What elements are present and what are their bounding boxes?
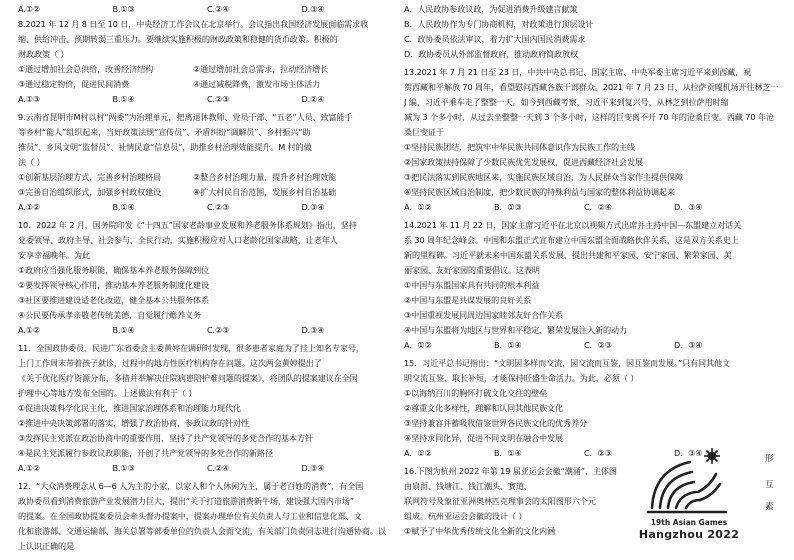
text-line: J 编，习近平乘车走了整整一天。如今到西藏考察，习近平来到复兴号，从林芝到拉萨用时缩	[404, 97, 729, 107]
statement: ②通过增加社会总需求，拉动经济增长	[193, 64, 329, 74]
text-line: ①中国与东盟国家具有共同的根本利益	[404, 280, 540, 290]
text-line: 联网符号及象征亚洲奥林匹克理事会的太阳图形六个元	[404, 496, 596, 506]
answer-options	[18, 461, 396, 476]
statement-pair	[18, 77, 396, 92]
text-line: 13.2021 年 7 月 21 日至 23 日，中共中央总书记、国家主席、中央军委主席习近平来到西藏，祝	[404, 67, 752, 77]
side-char-3: 素	[765, 502, 774, 512]
answer-option: D.③④	[301, 325, 325, 335]
answer-option: D.③④	[301, 463, 325, 473]
answer-options	[18, 92, 396, 107]
text-line: 9.云南省昆明市M村以村“两委”为治理单元，把离退休教师、党员干部、“五老”人员、致富能手	[18, 112, 353, 122]
statement-pair	[18, 170, 396, 185]
answer-option: A．①②	[404, 202, 432, 212]
text-line: 护理中心等地方发布全国的。上述做法有利于（ ）	[18, 388, 197, 398]
text-line: 上门工作周末带着孩子就诊，过程中的地方性医疗机构存在问题。这次两会黄婷提出了	[18, 358, 322, 368]
text-line: 系 30 周年纪念峰会。中国和东盟正式宣布建立中国东盟全面战略伙伴关系，这是双方关系史上	[404, 235, 739, 245]
text-line: 化和旅游部、交通运输部、海关总署等部委单位的负责人会面交流，有关部门负责同志进行沟通协商。以	[18, 526, 386, 536]
statement-pair	[18, 185, 396, 200]
text-line: ①赋予了中华优秀传统文化全新的文化内涵	[404, 526, 556, 536]
text-line: ②中国与东盟是共谋发展的良好关系	[404, 295, 532, 305]
answer-option: D．③④	[674, 202, 703, 212]
answer-option: D.③④	[301, 202, 325, 212]
text-line: ①坚持民族团结，把筑牢中华民族共同体意识作为民族工作的主线	[404, 142, 635, 152]
answer-option: C.②③	[207, 202, 230, 212]
text-line: 桑巨变证于	[404, 127, 444, 137]
answer-options	[404, 200, 784, 215]
answer-option: A．①②	[404, 448, 432, 458]
answer-option: B.①④	[112, 202, 135, 212]
text-line: 政协委员看到消费旅游产业发展潜力巨大，提出“关于打造旅游消费新牛场，建设强大国内市场”	[18, 496, 354, 506]
answer-option: A.①②	[18, 202, 41, 212]
sun-icon	[704, 448, 720, 464]
text-line: 8.2021 年 12 月 8 日至 10 日，中央经济工作会议在北京举行。会议指出我国经济发展面临需求收	[18, 19, 369, 29]
answer-option: B.①④	[112, 94, 135, 104]
text-line: ②尊重文化多样性，理解和认同其他民族文化	[404, 403, 564, 413]
text-line: 缩、供给冲击、预期转弱三重压力。要继续实施积极的财政政策和稳健的货币政策。积极的	[18, 34, 338, 44]
answer-option: C．②③	[584, 340, 612, 350]
left-column	[18, 2, 396, 554]
text-line: ③发挥民主党派在政治协商中的重要作用，坚持了共产党领导的多党合作的基本方针	[18, 433, 313, 443]
text-line: ③社区要推进建设适老化改造，健全基本公共服务体系	[18, 295, 210, 305]
emblem-caption-line1: 19th Asian Games	[650, 518, 728, 527]
statement-pair	[18, 62, 396, 77]
statement: ③完善自治组织形式，加强乡村政权建设	[18, 187, 162, 197]
statement: ④扩大村民自治范围，发展乡村自治基础	[193, 187, 337, 197]
text-line: 等乡村“能人”组织起来，当好政策法规“宣传员”、矛盾纠纷“调解员”、乡村振兴“助	[18, 127, 311, 137]
answer-options	[18, 323, 396, 338]
statement: ③通过稳定物价，促进民间消费	[18, 79, 130, 89]
statement: ②整合乡村治理力量，提升乡村治理效能	[193, 172, 337, 182]
answer-option: B.①④	[112, 325, 135, 335]
text-line: 11．全国政协委员、民进广东省委会主委黄婷在调研时发现，很多患者家庭为了挂上知名专家号，	[18, 343, 364, 353]
answer-option: D.②④	[301, 94, 325, 104]
answer-option: A.①②	[18, 325, 41, 335]
text-line: ③把民法落实到民族地区来，实施民族区域自治，为人民群众当家作主提供保障	[404, 172, 683, 182]
text-line: 新的里程碑。习近平就未来中国东盟关系发展，提出共建和平家园、安宁家园、繁荣家园、美	[404, 250, 732, 260]
statement: ①创新基层治理方式，完善乡村治理格局	[18, 172, 162, 182]
text-line: ④中国与东盟将为地区与世界和平稳定、繁荣发展注入新的动力	[404, 325, 627, 335]
text-line: ④公民要传承孝亲敬老传统美德，自觉履行赡养义务	[18, 310, 202, 320]
text-line: ①以海纳百川的胸怀打破文化交往的壁垒	[404, 388, 548, 398]
text-line: ④坚持求同化异，促进不同文明在融合中发展	[404, 433, 564, 443]
answer-option: C．②③	[584, 448, 612, 458]
text-line: 14.2021 年 11 月 22 日，国家主席习近平在北京以视频方式出席并主持中国—东盟建立对话关	[404, 220, 742, 230]
text-line: 上认识正确的是	[18, 541, 74, 551]
answer-options	[18, 200, 396, 215]
text-line: 的提案。在全国政协提案委员会牵头督办提案中，提案办理单位有关负责人与工业和信息化部、文	[18, 511, 362, 521]
text-line: ②要发挥领导核心作用，推动基本养老服务制度化建设	[18, 280, 210, 290]
wave-fan-icon	[648, 462, 726, 512]
text-line: 法（ ）	[18, 157, 45, 167]
text-line: B．人民政协作为专门协商机构，对政策进行顶层设计	[404, 19, 594, 29]
text-line: 10．2022 年 2 月，国务院印发《“十四五”国家老龄事业发展和养老服务体系规划》指出，坚持	[18, 220, 357, 230]
text-line: ②国家政策扶持保障了少数民族优先发展权，促进西藏经济社会发展	[404, 157, 643, 167]
statement: ④通过减税降费，激发市场主体活力	[193, 79, 321, 89]
text-line: 12．“大众消费理念从 6—6 人为主的小家，以家人和个人休闲为主，属于老百姓的消费”，有全国	[18, 481, 364, 491]
text-line: 丽家园、友好家园的重要倡议。这表明	[404, 265, 540, 275]
text-line: ④是民主党派履行参政议政职能，开创了共产党领导的多党合作的新路径	[18, 448, 273, 458]
text-line: 贺西藏和平解放 70 周年，看望慰问西藏各族干部群众。2021 年 7 月 23 日，从拉萨贡嘎机场开往林芝一	[404, 82, 779, 92]
answer-option: D．③④	[674, 340, 703, 350]
text-line: ①政府应当强化服务职能，确保基本养老服务保障到位	[18, 265, 210, 275]
answer-option: A．①②	[404, 340, 432, 350]
answer-option: C．②④	[584, 202, 612, 212]
text-line: ③中国重视发展同周边国家睦邻友好合作关系	[404, 310, 564, 320]
answer-option: A.①②	[18, 4, 41, 14]
answer-option: B．①④	[494, 340, 522, 350]
text-line: 推员”、乡风文明“监督员”、社情民意“信息员”，助推乡村治理效能提升。M 村的做	[18, 142, 312, 152]
side-char-2: 互	[765, 480, 774, 490]
text-line: 15．习近平总书记指出：“文明因多样而交流，因交流而互鉴，因互鉴而发展。”只有同其他文	[404, 358, 730, 368]
text-line: 组成。杭州亚运会会徽的设计（ ）	[404, 511, 527, 521]
answer-option: C.②④	[207, 463, 230, 473]
statement: ①通过增加社会总供给，改善经济结构	[18, 64, 154, 74]
answer-option: B.①③	[112, 4, 135, 14]
text-line: D．政协委员从外部监督政府，推动政府简政放权	[404, 49, 579, 59]
answer-options	[404, 338, 784, 353]
emblem-graphic	[630, 448, 748, 518]
answer-option: B．①③	[494, 202, 522, 212]
answer-option: A.①③	[18, 94, 41, 104]
emblem-caption-line2: Hangzhou 2022	[638, 528, 740, 541]
text-line: ②推进中央决策部署的落实，增强了政治协商，参政议政的针对性	[18, 418, 249, 428]
text-line: C．政协委员依法审议，着力扩大国内国民消费需求	[404, 34, 586, 44]
text-line: 由扇面、钱塘江、钱江潮头、赛道、	[404, 481, 532, 491]
answer-option: C.②③	[207, 94, 230, 104]
text-line: A．人民政协参政议政，为促进消费升级建言献策	[404, 4, 578, 14]
answer-option: B．①④	[494, 448, 522, 458]
answer-option: C.②④	[207, 4, 230, 14]
text-line: 《关于优化医疗资源分布，多措并举解决住院病患陪护难问题的提案》，将团队的提案建议在全国	[18, 373, 358, 383]
text-line: ③坚持兼容并蓄吸收借鉴世界各民族文化的优秀养分	[404, 418, 588, 428]
text-line: 16.下图为杭州 2022 年第 19 届亚运会会徽“潮涌”，主体图	[404, 466, 617, 476]
asian-games-emblem	[630, 448, 748, 548]
answer-options	[18, 2, 396, 17]
text-line: ④坚持民族区域自治制度，把少数民族的特殊利益与国家的整体利益协调起来	[404, 187, 675, 197]
answer-option: C.②③	[207, 325, 230, 335]
text-line: 明交流互鉴、取长补短，才能保持旺盛生命活力。为此，必须（ ）	[404, 373, 639, 383]
text-line: 安享幸福晚年。为此	[18, 250, 90, 260]
side-char-1: 形	[765, 454, 774, 464]
answer-option: B.①③	[112, 463, 135, 473]
text-line: ①促进决策科学化民主化，推进国家治理体系和治理能力现代化	[18, 403, 241, 413]
text-line: 财政政策（ ）	[18, 49, 69, 59]
answer-option: A.①②	[18, 463, 41, 473]
text-line: 党委领导、政府主导、社会参与、全民行动，实施积极应对人口老龄化国家战略，让老年人	[18, 235, 338, 245]
text-line: 减为 3 个多小时，从过去坐整整一天到 3 个多小时，这样的巨变离不开 70 年的沧桑巨变。西藏 70 年沧	[404, 112, 774, 122]
answer-option: D.③④	[301, 4, 325, 14]
answer-option: D．③④	[674, 448, 703, 458]
